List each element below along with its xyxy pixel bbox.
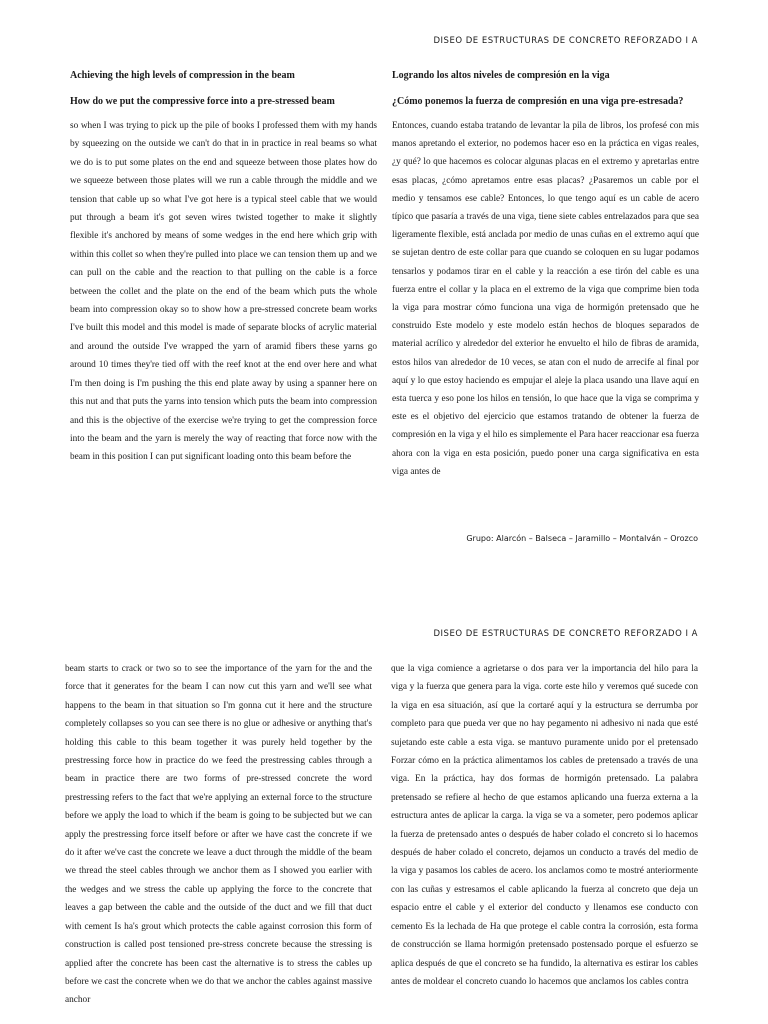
body-paragraph: Entonces, cuando estaba tratando de levantar la pila de libros, los profesé con mis manos apretando el exterior, no podemos hacer eso en la práctica en vigas reales, ¿y qué? lo que hacemos es colocar algunas placas en el extremo y apretarlas entre esas placas, ¿cómo apretamos entre esas placas? ¿Pasaremos un cable por el medio y tensamos ese cable? Entonces, lo que tengo aquí es un cable de acero típico que pasaría a través de una viga, tiene siete cables entrelazados para que sea ligeramente flexible, está anclada por medio de unas cuñas en el extremo aquí que se sujetan dentro de este collar para que cuando se coloquen en su lugar podamos tensarlos y podamos tirar en el cable y la reacción a ese tirón del cable es una fuerza entre el collar y la placa en el extremo de la viga que comprime bien toda la viga para mostrar cómo funciona una viga de hormigón pretensado que he construido Este modelo y este modelo están hechos de bloques separados de material acrílico y alrededor del exterior he envuelto el hilo de fibras de aramida, estos hilos van alrededor de 10 veces, se atan con el nudo de arrecife al final por aquí y lo que estoy haciendo es empujar el aleje la placa usando una llave aquí en esta tuerca y eso pone los hilos en tensión, lo que hace que la viga se comprima y este es el objetivo del ejercicio que estamos tratando de obtener la fuerza de compresión en la viga y el hilo es simplemente el Para hacer reaccionar esa fuerza ahora con la viga en esta posición, puedo poner una carga significativa en esta viga antes de [392, 121, 699, 477]
body-paragraph: so when I was trying to pick up the pile of books I professed them with my hands by squeezing on the outside we can't do that in in practice in real beams so what we do is to put some plates on the end and squeeze between those plates how do we squeeze between those plates will we run a cable through the middle and we tension that cable up so what I've got here is a typical steel cable that we would put through a beam it's got seven wires twisted together to make it slightly flexible it's anchored by means of some wedges in the end here which grip with within this collet so when they're pulled into place we can tension them up and we can pull on the cable and the reaction to that pulling on the cable is a force between the collet and the plate on the end of the beam which puts the whole beam into compression okay so to show how a pre-stressed concrete beam works I've built this model and this model is made of separate blocks of acrylic material and around the outside I've wrapped the yarn of aramid fibers these yarns go around 10 times they're tied off with the reef knot at the end over here and what I'm then doing is I'm pushing the this end plate away by using a spanner here on this nut and that puts the yarns into tension which puts the beam into compression and this is the objective of the exercise we're trying to get the compression force into the beam and the yarn is merely the way of reacting that force now with the beam in this position I can put significant loading onto this beam before the [70, 121, 377, 463]
english-column [70, 69, 377, 467]
page-header: DISEO DE ESTRUCTURAS DE CONCRETO REFORZADO I A [433, 629, 698, 639]
section-subheading: ¿Cómo ponemos la fuerza de compresión en una viga pre-estresada? [392, 96, 684, 107]
page-header: DISEO DE ESTRUCTURAS DE CONCRETO REFORZADO I A [433, 36, 698, 46]
section-heading: Logrando los altos niveles de compresión en la viga [392, 70, 610, 81]
section-heading: Achieving the high levels of compression in the beam [70, 70, 295, 81]
spanish-column [392, 69, 699, 481]
document-page-2 [0, 600, 768, 1024]
spanish-column [391, 660, 698, 991]
english-column [65, 660, 372, 1010]
body-paragraph: que la viga comience a agrietarse o dos para ver la importancia del hilo para la viga y la fuerza que genera para la viga. corte este hilo y veremos qué sucede con la viga en esa situación, así que la cortaré aquí y la estructura se derrumba por completo para que pueda ver que no hay pegamento ni adhesivo ni nada que esté sujetando este cable a esta viga. se mantuvo puramente unido por el pretensado Forzar cómo en la práctica alimentamos los cables de pretensado a través de una viga. En la práctica, hay dos formas de hormigón pretensado. La palabra pretensado se refiere al hecho de que estamos aplicando una fuerza externa a la estructura antes de aplicar la carga. la viga se va a someter, pero podemos aplicar la fuerza de pretensado antes o después de haber colado el concreto si lo hacemos después de haber colado el concreto, dejamos un conducto a través del medio de la viga y pasamos los cables de acero. los anclamos como te mostré anteriormente con las cuñas y estresamos el cable aplicando la fuerza al concreto que deja un espacio entre el cable y el exterior del conducto y llenamos ese conducto con cemento Es la lechada de Ha que protege el cable contra la corrosión, esta forma de construcción se llama hormigón pretensado postensado porque el esfuerzo se aplica después de que el concreto se ha fundido, la alternativa es estirar los cables antes de moldear el concreto cuando lo hacemos que anclamos los cables contra [391, 664, 698, 987]
section-subheading: How do we put the compressive force into a pre-stressed beam [70, 96, 335, 107]
page-footer: Grupo: Alarcón – Balseca – Jaramillo – Montalván – Orozco [466, 534, 698, 543]
body-paragraph: beam starts to crack or two so to see the importance of the yarn for the and the force that it generates for the beam I can now cut this yarn and we'll see what happens to the beam in that situation so I'm gonna cut it here and the structure completely collapses so you can see there is no glue or adhesive or anything that's holding this cable to this beam together it was purely held together by the prestressing force how in practice do we feed the prestressing cables through a beam in practice there are two forms of pre-stressed concrete the word prestressing refers to the fact that we're applying an external force to the structure before we apply the load to which if the beam is going to be subjected but we can apply the prestressing force itself before or after we have cast the concrete if we do it after we've cast the concrete we leave a duct through the middle of the beam we thread the steel cables through we anchor them as I showed you earlier with the wedges and we stress the cable up applying the force to the concrete that leaves a gap between the cable and the outside of the duct and we fill that duct with cement Is ha's grout which protects the cable against corrosion this form of construction is called post tensioned pre-stress concrete because the stressing is applied after the concrete has been cast the alternative is to stress the cables up before we cast the concrete when we do that we anchor the cables against massive anchor [65, 664, 372, 1006]
